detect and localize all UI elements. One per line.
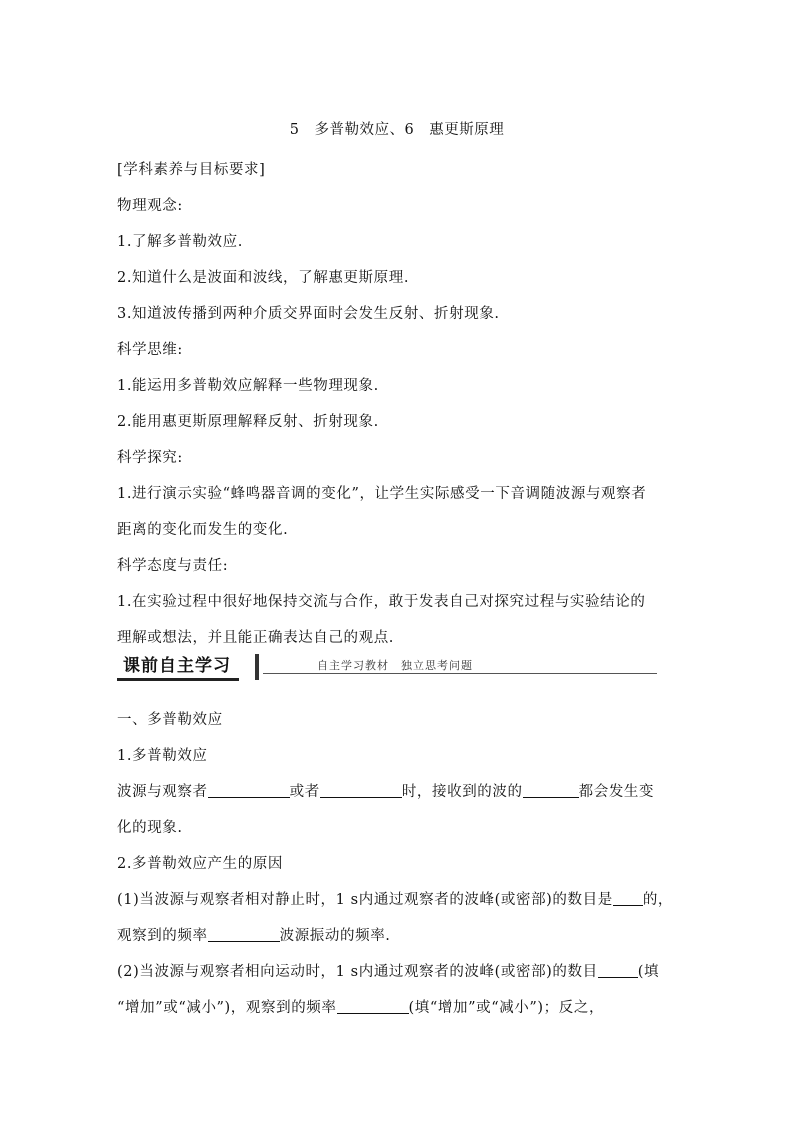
fill-blank-2[interactable] [320,783,402,798]
attitude-item-line-2: 理解或想法，并且能正确表达自己的观点. [117,630,395,646]
reason-2-line2-text-a: “增加”或“减小”)，观察到的频率 [117,1000,337,1016]
banner-divider [255,654,259,680]
physics-concept-item-2: 2.知道什么是波面和波线，了解惠更斯原理. [117,270,410,286]
definition-text-c: 时，接收到的波的 [401,784,523,800]
reason-1-line2-text-b: 波源振动的频率. [279,928,391,944]
banner-rule [263,673,657,674]
scientific-inquiry-heading: 科学探究: [117,450,183,466]
reason-2-text-b: (填 [637,964,660,980]
definition-text-a: 波源与观察者 [117,784,208,800]
scientific-thinking-item-1: 1.能运用多普勒效应解释一些物理现象. [117,378,379,394]
reason-1-line-1 [117,890,687,910]
reason-1-line-2 [117,926,687,946]
scientific-inquiry-item-line-2: 距离的变化而发生的变化. [117,522,289,538]
banner-subtitle: 自主学习教材 独立思考问题 [317,659,473,672]
fill-blank-5[interactable] [208,927,280,942]
reason-2-line2-text-b: (填“增加”或“减小”)；反之， [408,1000,605,1016]
attitude-heading: 科学态度与责任: [117,558,229,574]
reason-1-text-b: 的， [642,892,674,908]
attitude-item-line-1: 1.在实验过程中很好地保持交流与合作，敢于发表自己对探究过程与实验结论的 [117,594,646,610]
physics-concept-heading: 物理观念: [117,198,183,214]
physics-concept-item-3: 3.知道波传播到两种介质交界面时会发生反射、折射现象. [117,306,500,322]
scientific-thinking-heading: 科学思维: [117,342,183,358]
definition-text-d: 都会发生变 [578,784,655,800]
reason-1-line2-text-a: 观察到的频率 [117,928,208,944]
scientific-thinking-item-2: 2.能用惠更斯原理解释反射、折射现象. [117,414,379,430]
banner-label: 课前自主学习 [117,654,239,681]
part1-sub2: 2.多普勒效应产生的原因 [117,856,284,872]
part1-sub1: 1.多普勒效应 [117,748,208,764]
section-banner [117,654,657,680]
page-title: 5 多普勒效应、6 惠更斯原理 [289,122,505,138]
physics-concept-item-1: 1.了解多普勒效应. [117,234,243,250]
scientific-inquiry-item-line-1: 1.进行演示实验“蜂鸣器音调的变化”，让学生实际感受一下音调随波源与观察者 [117,486,647,502]
definition-line-2: 化的现象. [117,820,183,836]
reason-2-line-2 [117,998,687,1018]
fill-blank-4[interactable] [613,891,643,906]
fill-blank-3[interactable] [523,783,579,798]
reason-1-text-a: (1)当波源与观察者相对静止时，1 s内通过观察者的波峰(或密部)的数目是 [117,892,613,908]
definition-line [117,782,687,802]
fill-blank-6[interactable] [598,963,638,978]
reason-2-text-a: (2)当波源与观察者相向运动时，1 s内通过观察者的波峰(或密部)的数目 [117,964,598,980]
part1-heading: 一、多普勒效应 [117,712,223,728]
reason-2-line-1 [117,962,687,982]
fill-blank-1[interactable] [208,783,290,798]
fill-blank-7[interactable] [337,999,409,1014]
section-header: [学科素养与目标要求] [117,162,266,178]
definition-text-b: 或者 [289,784,320,800]
